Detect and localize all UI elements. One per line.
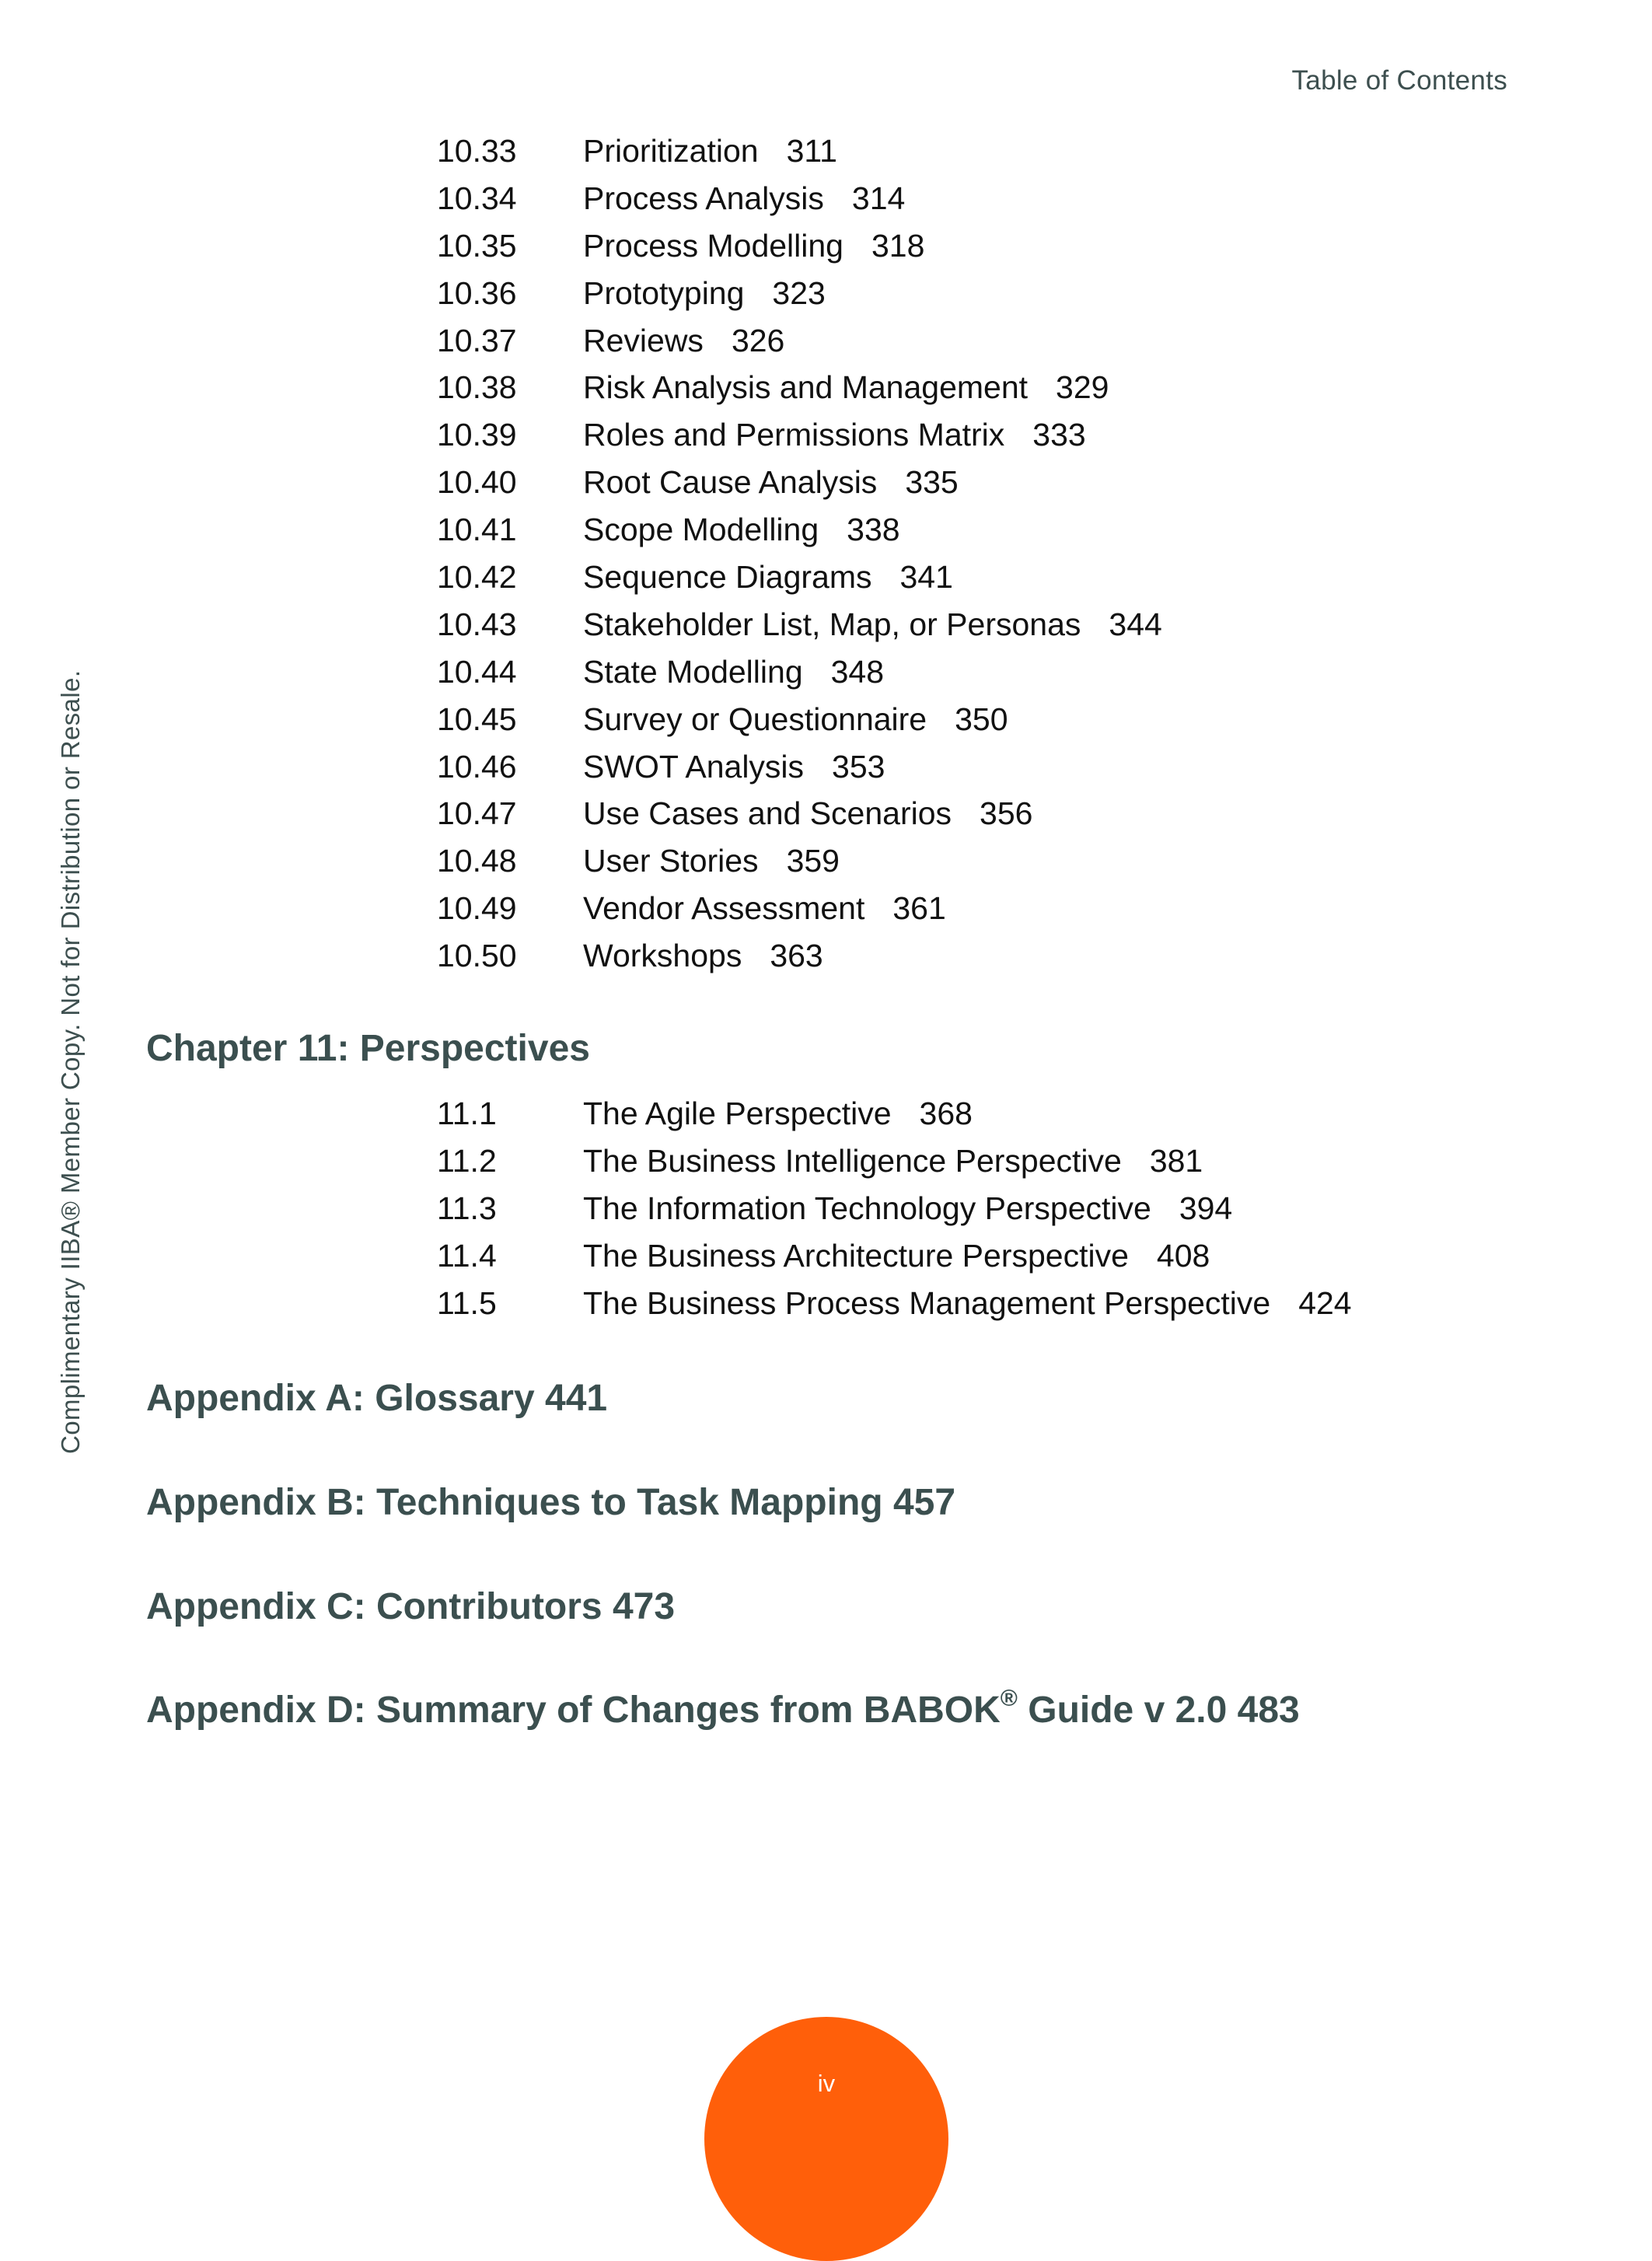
- section-title: Sequence Diagrams: [583, 558, 872, 595]
- appendix-d-heading[interactable]: [146, 1686, 1300, 1732]
- section-title: Prioritization: [583, 132, 759, 169]
- section-title: The Agile Perspective: [583, 1095, 892, 1131]
- section-title: User Stories: [583, 843, 759, 879]
- toc-entry[interactable]: [437, 837, 1162, 885]
- toc-entry[interactable]: [437, 1185, 1352, 1232]
- page-reference: 335: [905, 464, 959, 501]
- toc-entry[interactable]: [437, 364, 1162, 411]
- page-reference: 348: [830, 653, 885, 690]
- page-reference: 394: [1179, 1190, 1233, 1226]
- section-number: 10.49: [437, 890, 517, 927]
- page-reference: 363: [770, 938, 823, 974]
- chapter-11-entry-list: [437, 1090, 1352, 1326]
- section-number: 11.3: [437, 1190, 497, 1226]
- page-reference: 314: [851, 180, 906, 216]
- section-title: The Business Process Management Perspective: [583, 1284, 1271, 1321]
- chapter-10-entry-list: [437, 128, 1162, 980]
- section-title: Roles and Permissions Matrix: [583, 417, 1005, 453]
- section-title: Reviews: [583, 322, 704, 358]
- chapter-11-heading[interactable]: Chapter 11: Perspectives: [146, 1028, 590, 1069]
- section-title: Survey or Questionnaire: [583, 701, 927, 737]
- section-number: 10.45: [437, 701, 517, 737]
- page-number-tab: [704, 2017, 948, 2261]
- page-reference: 318: [871, 227, 925, 264]
- appendix-d-title-start: Appendix D: Summary of Changes from BABOK: [146, 1690, 1001, 1731]
- toc-entry[interactable]: [437, 743, 1162, 791]
- section-title: Stakeholder List, Map, or Personas: [583, 606, 1081, 642]
- page-reference: 350: [955, 701, 1008, 737]
- section-title: Prototyping: [583, 274, 745, 311]
- page-reference: 326: [731, 322, 785, 358]
- page-reference: 338: [847, 512, 900, 548]
- section-title: State Modelling: [583, 653, 803, 690]
- appendix-a-heading[interactable]: Appendix A: Glossary 441: [146, 1378, 608, 1419]
- section-title: Process Analysis: [583, 180, 824, 216]
- toc-entry[interactable]: [437, 270, 1162, 317]
- toc-entry[interactable]: [437, 696, 1162, 743]
- toc-entry[interactable]: [437, 317, 1162, 365]
- section-number: 10.40: [437, 464, 517, 501]
- section-number: 10.47: [437, 795, 517, 832]
- section-title: Use Cases and Scenarios: [583, 795, 952, 832]
- toc-entry[interactable]: [437, 1090, 1352, 1137]
- toc-entry[interactable]: [437, 554, 1162, 601]
- page-reference: 341: [899, 558, 953, 595]
- copyright-notice: Complimentary IIBA® Member Copy. Not for Distribution or Resale.: [56, 669, 85, 1454]
- appendix-b-heading[interactable]: Appendix B: Techniques to Task Mapping 457: [146, 1482, 956, 1523]
- toc-entry[interactable]: [437, 222, 1162, 270]
- section-title: The Information Technology Perspective: [583, 1190, 1151, 1226]
- section-number: 10.33: [437, 132, 517, 169]
- toc-entry[interactable]: [437, 128, 1162, 175]
- section-number: 10.48: [437, 843, 517, 879]
- section-number: 10.46: [437, 748, 517, 785]
- page-reference: 311: [786, 132, 837, 169]
- page-reference: 353: [832, 748, 885, 785]
- section-title: Process Modelling: [583, 227, 843, 264]
- section-number: 10.42: [437, 558, 517, 595]
- section-title: Risk Analysis and Management: [583, 369, 1029, 406]
- section-title: Scope Modelling: [583, 512, 819, 548]
- section-number: 10.39: [437, 417, 517, 453]
- section-title: SWOT Analysis: [583, 748, 805, 785]
- page-reference: 408: [1156, 1237, 1210, 1274]
- section-title: Vendor Assessment: [583, 890, 865, 927]
- section-number: 11.1: [437, 1095, 497, 1131]
- toc-entry[interactable]: [437, 648, 1162, 696]
- toc-entry[interactable]: [437, 932, 1162, 980]
- page-reference: 329: [1056, 369, 1109, 406]
- toc-entry[interactable]: [437, 175, 1162, 222]
- section-number: 10.37: [437, 322, 517, 358]
- toc-entry[interactable]: [437, 459, 1162, 506]
- toc-entry[interactable]: [437, 1137, 1352, 1185]
- section-number: 11.5: [437, 1284, 497, 1321]
- page-number: iv: [817, 2070, 836, 2097]
- toc-entry[interactable]: [437, 1280, 1352, 1327]
- page-reference: 424: [1298, 1284, 1352, 1321]
- page-reference: 333: [1032, 417, 1086, 453]
- toc-entry[interactable]: [437, 1232, 1352, 1280]
- appendix-d-title-end: Guide v 2.0 483: [1017, 1690, 1300, 1731]
- page-reference: 344: [1109, 606, 1162, 642]
- page-reference: 356: [980, 795, 1033, 832]
- page-reference: 323: [772, 274, 826, 311]
- section-number: 10.44: [437, 653, 517, 690]
- section-number: 10.34: [437, 180, 517, 216]
- toc-entry[interactable]: [437, 506, 1162, 554]
- toc-entry[interactable]: [437, 790, 1162, 837]
- section-title: The Business Intelligence Perspective: [583, 1142, 1122, 1179]
- appendix-c-heading[interactable]: Appendix C: Contributors 473: [146, 1586, 676, 1627]
- toc-entry[interactable]: [437, 601, 1162, 648]
- toc-entry[interactable]: [437, 885, 1162, 932]
- page-reference: 381: [1149, 1142, 1203, 1179]
- section-number: 10.35: [437, 227, 517, 264]
- page-reference: 361: [892, 890, 946, 927]
- running-header: Table of Contents: [1291, 65, 1507, 96]
- section-number: 10.50: [437, 938, 517, 974]
- section-number: 10.36: [437, 274, 517, 311]
- section-title: Root Cause Analysis: [583, 464, 878, 501]
- page-reference: 359: [786, 843, 840, 879]
- section-number: 10.43: [437, 606, 517, 642]
- page-reference: 368: [919, 1095, 973, 1131]
- section-number: 10.38: [437, 369, 517, 406]
- section-number: 11.2: [437, 1142, 497, 1179]
- registered-mark: ®: [1000, 1686, 1018, 1711]
- section-number: 10.41: [437, 512, 517, 548]
- section-title: Workshops: [583, 938, 742, 974]
- toc-entry[interactable]: [437, 411, 1162, 459]
- section-number: 11.4: [437, 1237, 497, 1274]
- section-title: The Business Architecture Perspective: [583, 1237, 1129, 1274]
